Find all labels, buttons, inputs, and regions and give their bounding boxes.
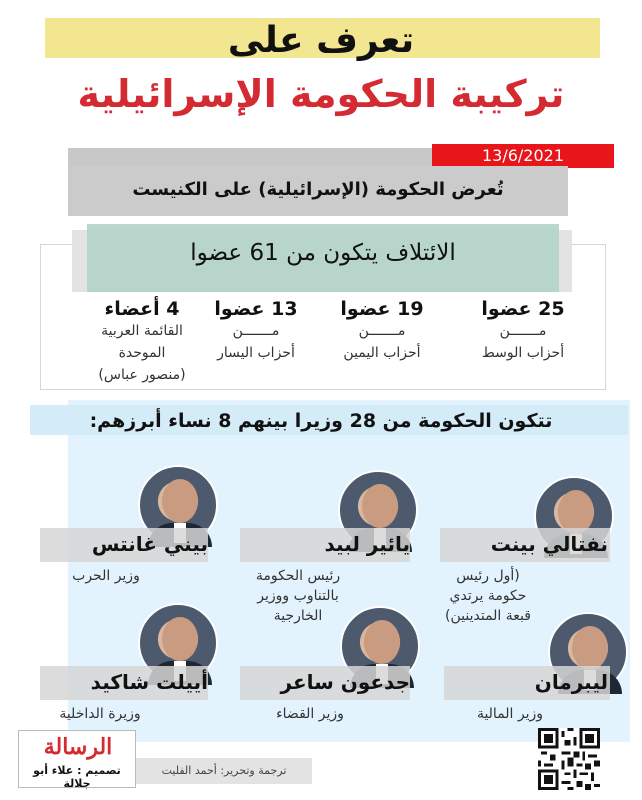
minister-name: يائير لبيد [324,532,410,556]
minister-name: بيني غانتس [91,532,208,556]
group-count: 19 عضوا [340,298,424,320]
minister-role: رئيس الحكومة بالتناوب ووزير الخارجية [255,568,341,624]
coalition-group-left [196,298,316,364]
group-desc: مـــــــن أحزاب اليسار [217,323,295,361]
minister-role: (أول رئيس حكومة يرتدي قبعة المتدينين) [445,568,531,624]
minister-role: وزيرة الداخلية [59,706,141,722]
page-title-line2: تركيبة الحكومة الإسرائيلية [77,72,565,116]
minister-name: أييلت شاكيد [90,670,208,694]
group-count: 4 أعضاء [104,298,180,320]
minister-name: نفتالي بينت [490,532,608,556]
date-badge: 13/6/2021 [432,144,614,168]
group-desc: مـــــــن أحزاب الوسط [481,323,565,361]
logo: الرسالة [43,734,113,760]
qr-code-icon[interactable] [538,728,600,790]
coalition-group-arab [72,298,212,386]
government-title: تتكون الحكومة من 28 وزيرا بينهم 8 نساء أبرزهم: [89,410,553,432]
group-desc: القائمة العربية الموحدة (منصور عباس) [98,323,186,383]
coalition-title: الائتلاف يتكون من 61 عضوا [190,240,456,266]
date-bar [68,148,433,166]
minister-name: ليبرمان [534,670,608,694]
minister-name: جدعون ساعر [280,670,410,694]
translation-credit: ترجمة وتحرير: أحمد الفليت [161,764,287,777]
subtitle: تُعرض الحكومة (الإسرائيلية) على الكنيست [68,166,568,216]
group-count: 13 عضوا [214,298,298,320]
design-credit: تصميم : علاء أبو جلالة [33,764,121,790]
minister-role: وزير القضاء [276,706,344,722]
page-title-line1: تعرف على [227,20,415,61]
minister-role: وزير المالية [476,706,544,722]
group-desc: مـــــــن أحزاب اليمين [343,323,421,361]
coalition-group-right [322,298,442,364]
minister-role: وزير الحرب [72,568,140,584]
group-count: 25 عضوا [481,298,565,320]
coalition-group-center [463,298,583,364]
